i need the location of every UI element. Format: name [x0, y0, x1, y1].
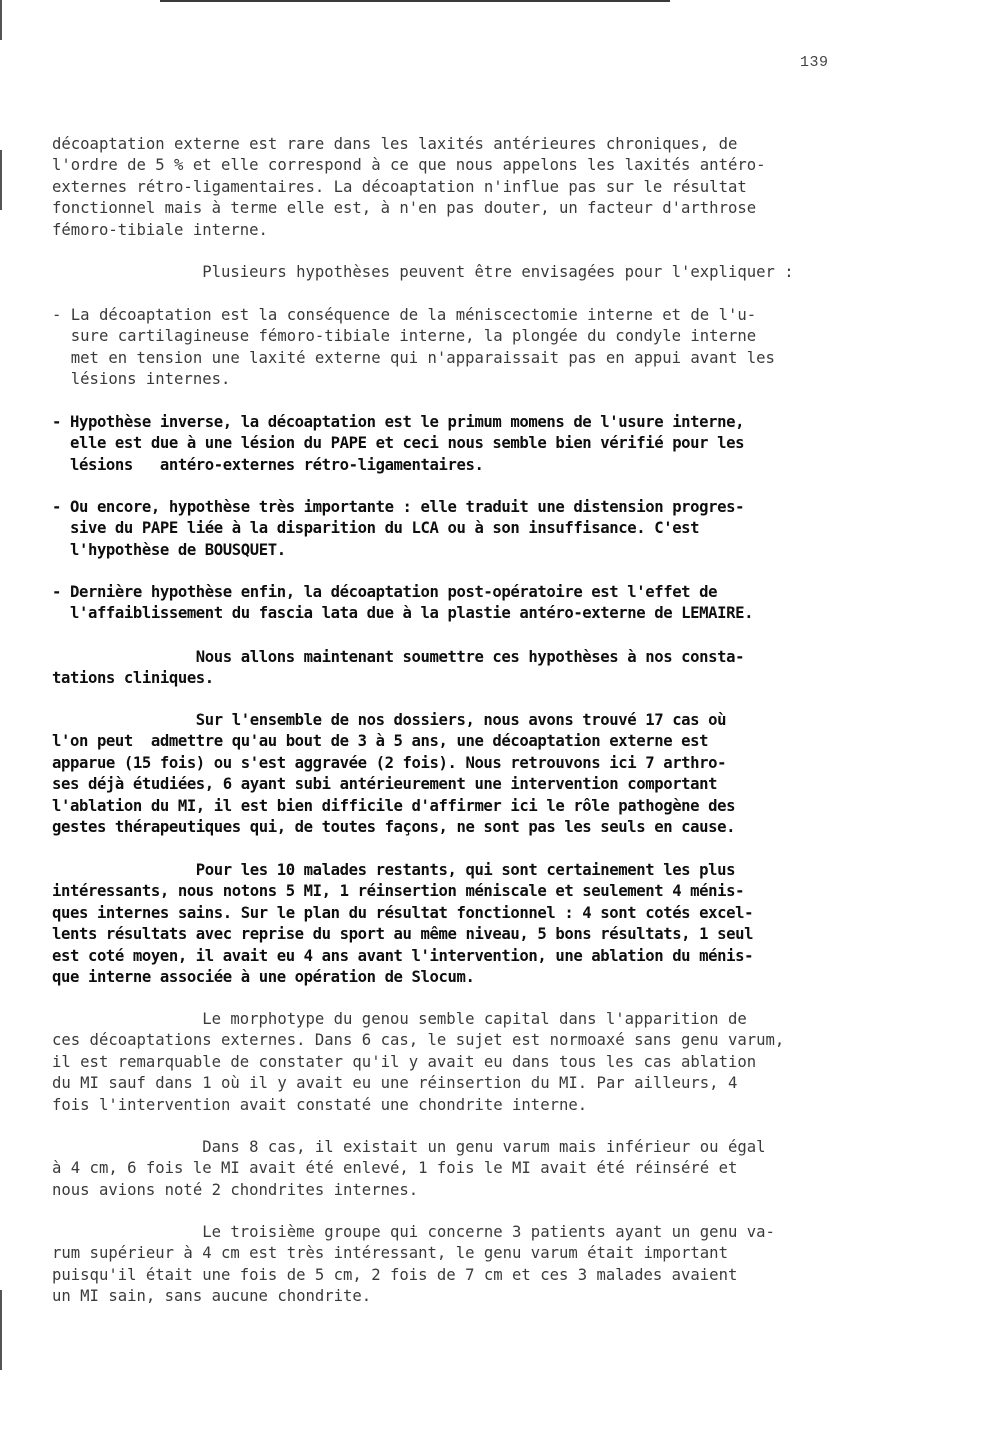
paragraph-morphotype: Le morphotype du genou semble capital dans l'apparition de ces décoaptations externes. Dans 6 cas, le sujet est normoaxé sans genu varum, il est remarquable de constater qu'il y avait eu dans tous les cas ablation du MI sauf dans 1 où il y avait eu une réinsertion du MI. Par ailleurs, 4 fois l'intervention avait constaté une chondrite interne.	[52, 1010, 785, 1114]
paragraph-hypotheses-intro: Plusieurs hypothèses peuvent être envisagées pour l'expliquer :	[52, 263, 794, 281]
paragraph-10-malades: Pour les 10 malades restants, qui sont certainement les plus intéressants, nous notons 5 MI, 1 réinsertion méniscale et seulement 4 ménis- ques internes sains. Sur le plan du résultat fonctionnel : 4 sont cotés excel- lents résultats avec reprise du sport au même niveau, 5 bons résultats, 1 seul est coté moyen, il avait eu 4 ans avant l'intervention, une ablation du ménis- que interne associée à une opération de Slocum.	[52, 861, 754, 987]
left-margin-mark	[0, 1290, 2, 1370]
paragraph-ensemble-dossiers: Sur l'ensemble de nos dossiers, nous avons trouvé 17 cas où l'on peut admettre qu'au bout de 3 à 5 ans, une décoaptation externe est apparue (15 fois) ou s'est aggravée (2 fois). Nous retrouvons ici 7 arthro- ses déjà étudiées, 6 ayant subi antérieurement une intervention comportant l'ablation du MI, il est bien difficile d'affirmer ici le rôle pathogène des gestes thérapeutiques qui, de toutes façons, ne sont pas les seuls en cause.	[52, 711, 736, 837]
list-item-hypothesis-2: - Hypothèse inverse, la décoaptation est le primum momens de l'usure interne, elle est due à une lésion du PAPE et ceci nous semble bien vérifié pour les lésions antéro-externes rétro-ligamentaires.	[52, 413, 745, 474]
list-item-hypothesis-1: - La décoaptation est la conséquence de la méniscectomie interne et de l'u- sure cartilagineuse fémoro-tibiale interne, la plongée du condyle interne met en tension une laxité externe qui n'apparaissait pas en appui avant les lésions internes.	[52, 306, 775, 389]
paragraph-8-cas: Dans 8 cas, il existait un genu varum mais inférieur ou égal à 4 cm, 6 fois le MI avait été enlevé, 1 fois le MI avait été réinséré et nous avions noté 2 chondrites internes.	[52, 1138, 766, 1199]
paragraph-constatations: Nous allons maintenant soumettre ces hypothèses à nos consta- tations cliniques.	[52, 648, 745, 688]
paragraph-decoaptation-rare: décoaptation externe est rare dans les laxités antérieures chroniques, de l'ordre de 5 % et elle correspond à ce que nous appelons les laxités antéro- externes rétro-ligamentaires. La décoaptation n'influe pas sur le résultat fonctionnel mais à terme elle est, à n'en pas douter, un facteur d'arthrose fémoro-tibiale interne.	[52, 135, 766, 239]
top-rule	[160, 0, 670, 2]
list-item-hypothesis-4: - Dernière hypothèse enfin, la décoaptation post-opératoire est l'effet de l'affaiblissement du fascia lata due à la plastie antéro-externe de LEMAIRE.	[52, 583, 754, 623]
left-margin-mark	[0, 0, 2, 40]
paragraph-troisieme-groupe: Le troisième groupe qui concerne 3 patients ayant un genu va- rum supérieur à 4 cm est très intéressant, le genu varum était important puisqu'il était une fois de 5 cm, 2 fois de 7 cm et ces 3 malades avaient un MI sain, sans aucune chondrite.	[52, 1223, 775, 1306]
list-item-hypothesis-3: - Ou encore, hypothèse très importante : elle traduit une distension progres- sive du PAPE liée à la disparition du LCA ou à son insuffisance. C'est l'hypothèse de BOUSQUET.	[52, 498, 745, 559]
page-number: 139	[800, 54, 829, 71]
left-margin-mark	[0, 150, 2, 210]
